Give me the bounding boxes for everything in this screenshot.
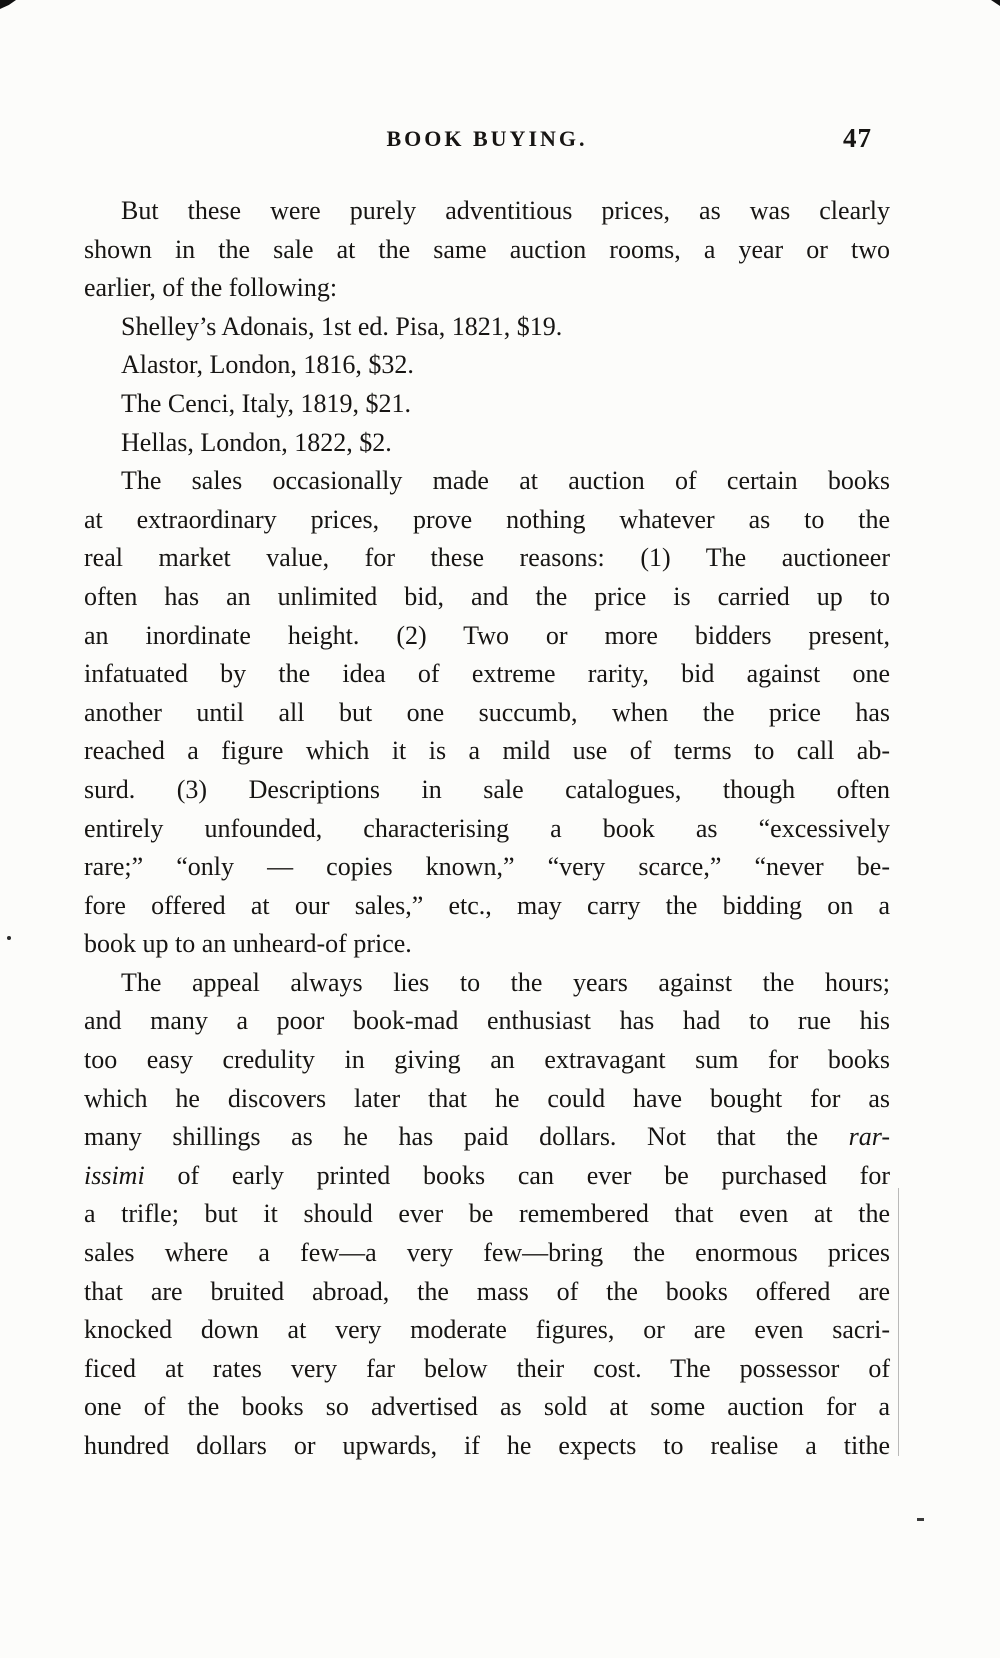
text-line xyxy=(84,771,890,810)
text-line xyxy=(84,1350,890,1389)
text-line xyxy=(84,1002,890,1041)
text-line xyxy=(84,848,890,887)
page-content xyxy=(84,123,890,1466)
text-segment: real market value, for these reasons: (1) The auctioneer xyxy=(84,543,890,573)
running-head xyxy=(84,123,890,166)
text-segment: The appeal always lies to the years against the hours; xyxy=(121,967,890,997)
text-line xyxy=(84,308,890,347)
text-line xyxy=(84,501,890,540)
text-segment: infatuated by the idea of extreme rarity, bid against one xyxy=(84,659,890,689)
text-segment: a trifle; but it should ever be remembered that even at the xyxy=(84,1199,890,1229)
text-line xyxy=(84,1427,890,1466)
text-segment: The Cenci, Italy, 1819, $21. xyxy=(121,388,412,418)
text-segment: But these were purely adventitious prices, as was clearly xyxy=(121,196,890,225)
text-line xyxy=(84,462,890,501)
text-segment: Alastor, London, 1816, $32. xyxy=(121,350,414,380)
scan-artifact-left-dot xyxy=(7,936,11,940)
text-line xyxy=(84,887,890,926)
text-segment: and many a poor book-mad enthusiast has had to rue his xyxy=(84,1006,890,1036)
text-segment: entirely unfounded, characterising a book as “excessively xyxy=(84,813,890,843)
text-line xyxy=(84,925,890,964)
text-segment: often has an unlimited bid, and the price is carried up to xyxy=(84,581,890,611)
scan-artifact-right-dash xyxy=(917,1518,924,1521)
text-line xyxy=(84,732,890,771)
text-segment: hundred dollars or upwards, if he expects to realise a tithe xyxy=(84,1431,890,1460)
text-segment: one of the books so advertised as sold at some auction for a xyxy=(84,1392,890,1422)
text-line xyxy=(84,1311,890,1350)
text-segment: sales where a few—a very few—bring the enormous prices xyxy=(84,1238,890,1268)
italic-text: rar- xyxy=(848,1122,890,1152)
text-line xyxy=(84,694,890,733)
text-segment: too easy credulity in giving an extravagant sum for books xyxy=(84,1045,890,1075)
text-line xyxy=(84,1041,890,1080)
text-line xyxy=(84,655,890,694)
scan-artifact-top-left xyxy=(0,0,16,9)
text-line xyxy=(84,1195,890,1234)
text-segment: at extraordinary prices, prove nothing whatever as to the xyxy=(84,504,890,534)
text-line xyxy=(84,1080,890,1119)
text-segment: many shillings as he has paid dollars. Not that the xyxy=(84,1122,849,1152)
text-segment: earlier, of the following: xyxy=(84,273,338,303)
text-segment: which he discovers later that he could have bought for as xyxy=(84,1083,890,1113)
text-segment: Shelley’s Adonais, 1st ed. Pisa, 1821, $19. xyxy=(121,311,563,341)
text-line xyxy=(84,539,890,578)
text-line xyxy=(84,192,890,231)
text-segment: that are bruited abroad, the mass of the books offered are xyxy=(84,1276,890,1306)
text-line xyxy=(84,231,890,270)
text-line xyxy=(84,1157,890,1196)
text-segment: ficed at rates very far below their cost. The possessor of xyxy=(84,1353,890,1383)
text-line xyxy=(84,810,890,849)
text-segment: reached a figure which it is a mild use of terms to call ab- xyxy=(84,736,890,766)
text-segment: an inordinate height. (2) Two or more bidders present, xyxy=(84,620,890,650)
text-segment: The sales occasionally made at auction of certain books xyxy=(121,466,890,496)
text-line xyxy=(84,1273,890,1312)
text-line xyxy=(84,424,890,463)
scan-artifact-top-right xyxy=(991,0,1000,6)
text-segment: surd. (3) Descriptions in sale catalogues, though often xyxy=(84,774,890,804)
page-title: BOOK BUYING. xyxy=(386,126,588,151)
text-block xyxy=(84,192,890,1466)
text-line xyxy=(84,964,890,1003)
scan-artifact-right-edge xyxy=(898,1188,899,1456)
text-segment: knocked down at very moderate figures, or are even sacri- xyxy=(84,1315,890,1345)
text-line xyxy=(84,1234,890,1273)
text-line xyxy=(84,385,890,424)
text-segment: rare;” “only — copies known,” “very scarce,” “never be- xyxy=(84,852,890,882)
text-line xyxy=(84,617,890,656)
text-line xyxy=(84,269,890,308)
text-line xyxy=(84,578,890,617)
text-line xyxy=(84,1118,890,1157)
text-line xyxy=(84,346,890,385)
text-segment: fore offered at our sales,” etc., may carry the bidding on a xyxy=(84,890,890,920)
text-segment: Hellas, London, 1822, $2. xyxy=(121,427,392,457)
page-number: 47 xyxy=(843,123,872,153)
text-segment: shown in the sale at the same auction rooms, a year or two xyxy=(84,234,890,264)
text-segment: another until all but one succumb, when the price has xyxy=(84,697,890,727)
text-segment: of early printed books can ever be purchased for xyxy=(144,1160,890,1190)
italic-text: issimi xyxy=(84,1160,145,1190)
text-line xyxy=(84,1388,890,1427)
text-segment: book up to an unheard-of price. xyxy=(84,929,412,959)
